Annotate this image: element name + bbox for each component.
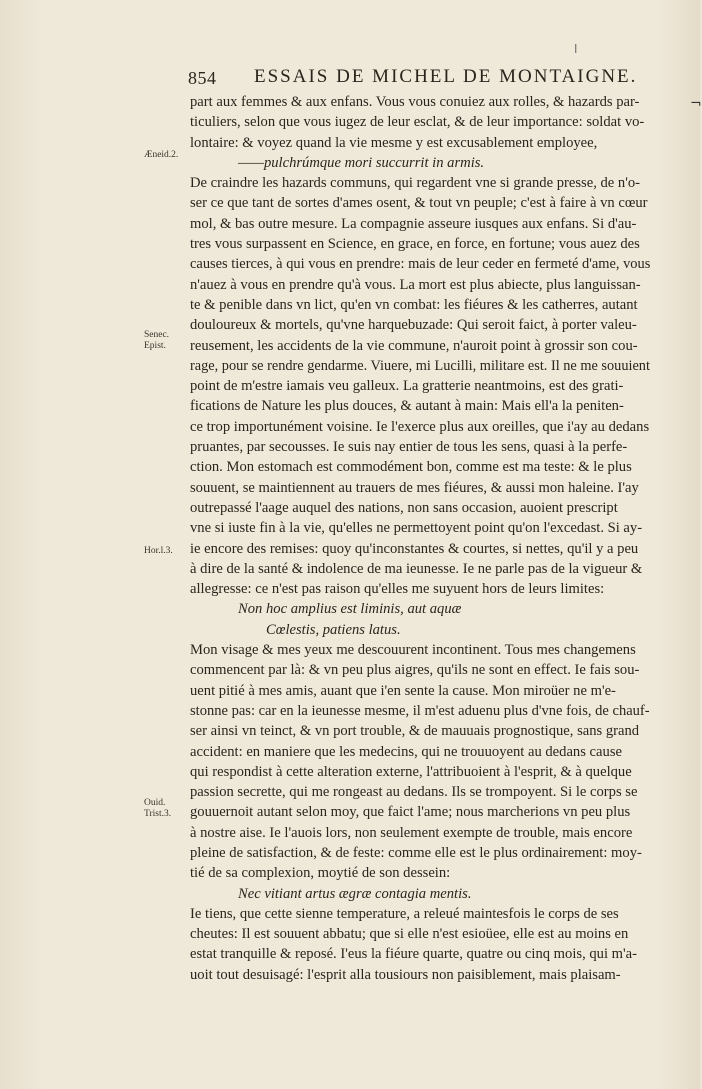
text-line: causes tierces, à qui vous en prendre: mais de leur ceder en fermeté d'ame, vous: [190, 256, 651, 273]
text-line: pleine de satisfaction, & de feste: comme elle est le plus ordinairement: moy-: [190, 844, 642, 861]
text-line: n'auez à vous en prendre qu'à vous. La mort est plus abiecte, plus languissan-: [190, 276, 641, 293]
page-edge-mark: ǀ: [574, 42, 578, 56]
margin-note-text: Senec.: [144, 330, 170, 340]
text-line: à dire de la santé & indolence de ma ieunesse. Ie ne parle pas de la vigueur &: [190, 560, 643, 577]
margin-note-text: Hor.l.3.: [144, 546, 173, 556]
text-line: uoit tout desuisagé: l'esprit alla tousiours non paisiblement, mais plaisam-: [190, 966, 621, 983]
text-line: ce trop importunément voisine. Ie l'exerce plus aux oreilles, que i'ay au dedans: [190, 418, 650, 435]
text-line: à nostre aise. Ie l'auois lors, non seulement exempte de trouble, mais encore: [190, 824, 633, 841]
page-number: 854: [188, 68, 217, 88]
text-line: stonne pas: car en la ieunesse mesme, il m'est aduenu plus d'vne fois, de chauf-: [190, 702, 650, 719]
text-line: ie encore des remises: quoy qu'inconstantes & courtes, si nettes, qu'il y a peu: [190, 540, 639, 557]
quotation-line: Cœlestis, patiens latus.: [266, 621, 401, 638]
text-line: mol, & bas outre mesure. La compagnie asseure iusques aux enfans. Si d'au-: [190, 215, 637, 232]
text-line: point de m'estre iamais veu galleux. La gratterie neantmoins, est des grati-: [190, 378, 624, 395]
margin-note-ovid: [144, 798, 188, 820]
text-line: lontaire: & voyez quand la vie mesme y est excusablement employee,: [190, 134, 598, 151]
text-line: qui respondist à cette alteration externe, l'attribuoient à l'esprit, & à quelque: [190, 763, 632, 780]
text-line: accident: en maniere que les medecins, qui ne trouuoyent au dedans cause: [190, 743, 622, 760]
text-line: ser ainsi vn teinct, & vn port trouble, & de mauuais prognostique, sans grand: [190, 723, 640, 740]
text-line: fications de Nature les plus douces, & autant à main: Mais ell'a la peniten-: [190, 398, 624, 415]
text-line: passion secrette, qui me rongeast au dedans. Ils se trompoyent. Si le corps se: [190, 784, 638, 801]
text-line: ction. Mon estomach est commodément bon, comme est ma teste: & le plus: [190, 459, 632, 476]
text-line: Mon visage & mes yeux me descouurent incontinent. Tous mes changemens: [190, 642, 636, 659]
text-line: douloureux & mortels, qu'vne harquebuzade: Qui seroit faict, à porter valeu-: [190, 317, 637, 334]
text-line: gouuernoit autant selon moy, que faict l'ame; nous marcherions vn peu plus: [190, 804, 631, 821]
text-line: De craindre les hazards communs, qui regardent vne si grande presse, de n'o-: [190, 175, 641, 192]
margin-note-text: Ouid.: [144, 798, 166, 808]
text-line: ser ce que tant de sortes d'ames osent, & tout vn peuple; c'est à faire à vn cœur: [190, 195, 648, 212]
margin-mark: ¬: [690, 96, 702, 112]
margin-note-text: Trist.3.: [144, 809, 172, 819]
quotation-line: ——pulchrúmque mori succurrit in armis.: [238, 154, 485, 171]
text-line: estat tranquille & reposé. I'eus la fiéure quarte, quatre ou cinq mois, qui m'a-: [190, 946, 637, 963]
text-line: pruantes, par secousses. Ie suis nay entier de tous les sens, quasi à la perfe-: [190, 439, 628, 456]
text-line: allegresse: ce n'est pas raison qu'elles me suyuent hors de leurs limites:: [190, 581, 605, 598]
margin-note-horace: [144, 546, 188, 557]
text-line: outrepassé l'aage auquel des nations, non sans occasion, auoient prescript: [190, 499, 618, 516]
text-line: cheutes: Il est souuent abbatu; que si elle n'est esioüee, elle est au moins en: [190, 926, 629, 943]
text-line: ticuliers, selon que vous iugez de leur esclat, & de leur importance: soldat vo-: [190, 114, 645, 131]
margin-note-seneca: [144, 330, 188, 352]
text-line: vne si iuste fin à la vie, qu'elles ne permettoyent point qu'on l'excedast. Si ay-: [190, 520, 643, 537]
text-line: rage, pour se rendre gendarme. Viuere, mi Lucilli, militare est. Il ne me souuient: [190, 357, 650, 374]
text-line: uent pitié à mes amis, auant que i'en sente la cause. Mon miroüer ne m'e-: [190, 682, 616, 699]
text-line: tres vous surpassent en Science, en grace, en force, en fortune; vous auez des: [190, 236, 640, 253]
text-line: Ie tiens, que cette sienne temperature, a releué maintesfois le corps de ses: [190, 905, 619, 922]
text-line: reusement, les accidents de la vie commune, n'auroit point à grossir son cou-: [190, 337, 638, 354]
margin-note-text: Æneid.2.: [144, 150, 179, 160]
text-line: commencent par là: & vn peu plus aigres, qu'ils ne sont en effect. Ie fais sou-: [190, 662, 640, 679]
text-line: part aux femmes & aux enfans. Vous vous conuiez aux rolles, & hazards par-: [190, 94, 640, 110]
margin-note-text: Epist.: [144, 341, 166, 351]
margin-note-aeneid: [144, 150, 188, 161]
running-head: ESSAIS DE MICHEL DE MONTAIGNE.: [254, 66, 638, 87]
text-line: souuent, se maintiennent au trauers de mes fiéures, & aussi mon haleine. I'ay: [190, 479, 639, 496]
text-line: tié de sa complexion, moytié de son dessein:: [190, 865, 451, 882]
quotation-line: Nec vitiant artus ægræ contagia mentis.: [238, 885, 472, 902]
quotation-line: Non hoc amplius est liminis, aut aquæ: [238, 601, 462, 618]
text-line: te & penible dans vn lict, qu'en vn combat: les fiéures & les catherres, autant: [190, 296, 638, 313]
main-text: [190, 92, 650, 985]
